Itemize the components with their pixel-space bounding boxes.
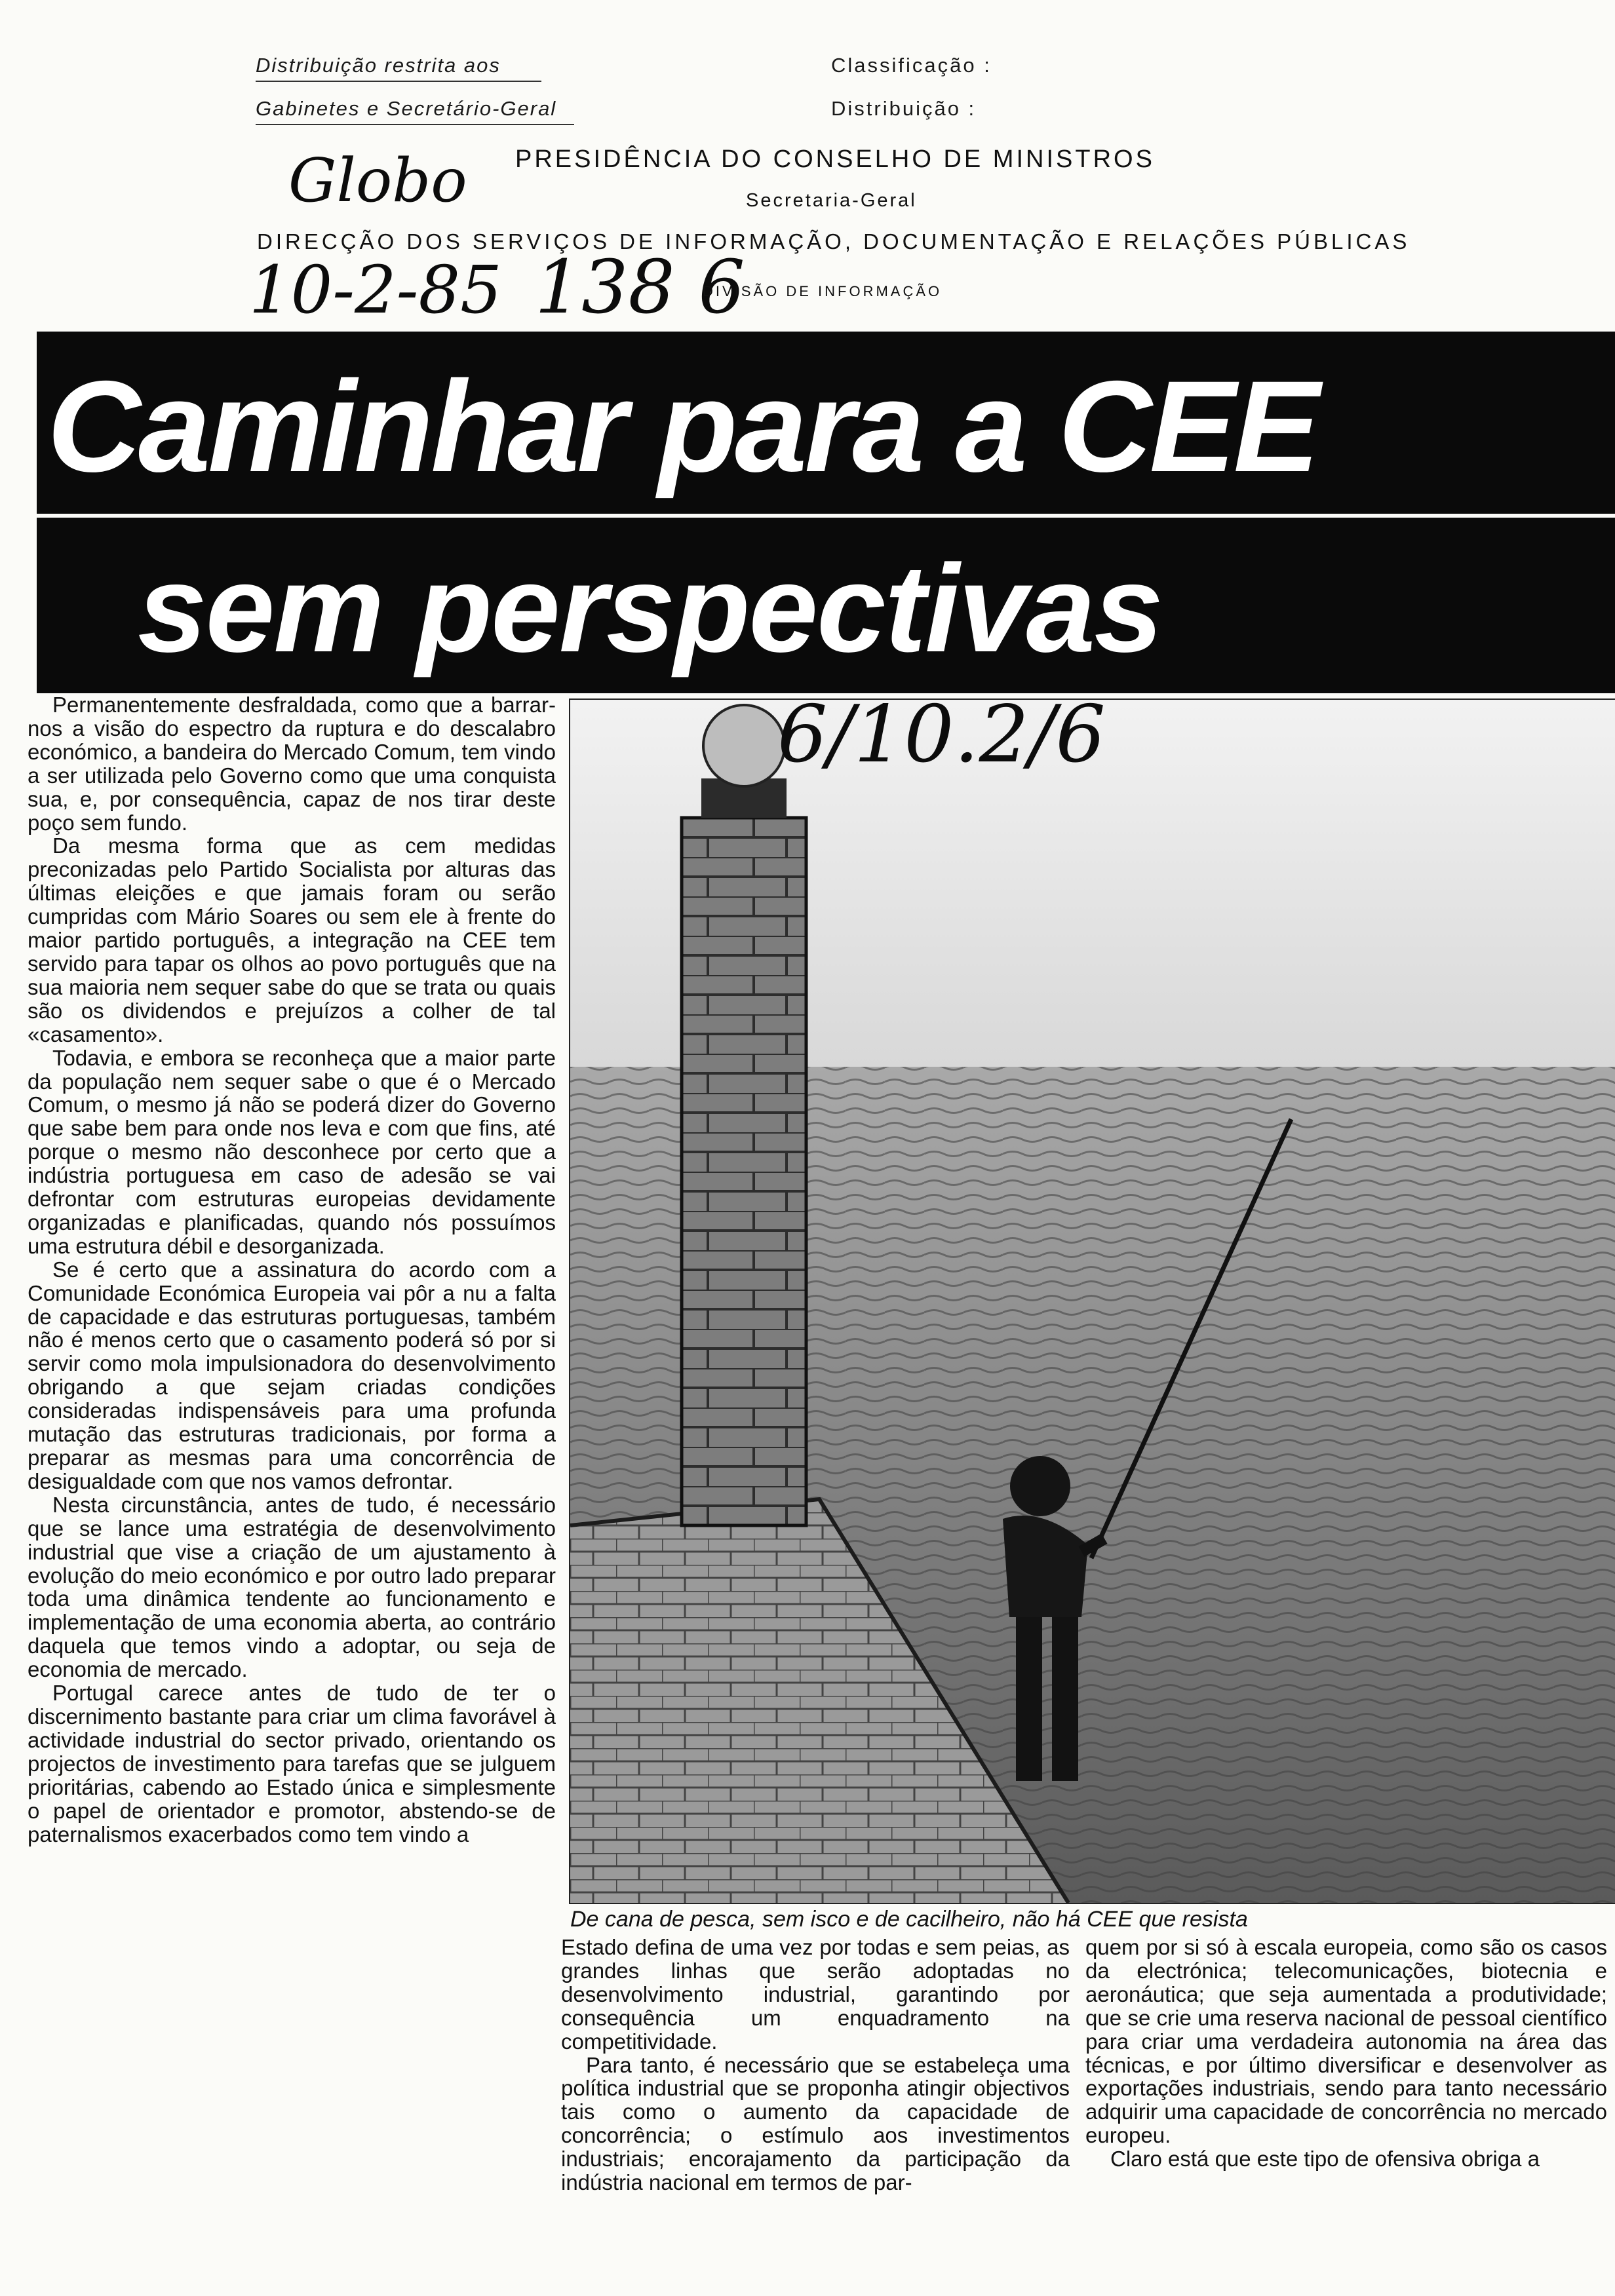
directorate-title: DIRECÇÃO DOS SERVIÇOS DE INFORMAÇÃO, DOCUMENTAÇÃO E RELAÇÕES PÚBLICAS xyxy=(257,229,1411,254)
column1-paragraph: Da mesma forma que as cem medidas preconizadas pelo Partido Socialista por alturas das últimas eleições e que jamais foram ou serão cumpridas com Mário Soares ou sem ele à frente do maior partido português, a integração na CEE tem servido para tapar os olhos ao povo português que na sua maioria nem sequer sabe do que se trata ou quais são os dividendos e prejuízos a colher de tal «casamento». xyxy=(28,833,556,1046)
article-column-3 xyxy=(1085,1936,1607,2237)
headline-line2: sem perspectivas xyxy=(138,539,1162,678)
column3-paragraph: Claro está que este tipo de ofensiva obriga a xyxy=(1110,2147,1540,2172)
column1-paragraph: Permanentemente desfraldada, como que a barrar-nos a visão do espectro da ruptura e do descalabro económico, a bandeira do Mercado Comum, tem vindo a ser utilizada pelo Governo como que uma conquista sua, e, por consequência, capaz de nos tirar deste poço sem fundo. xyxy=(28,693,556,835)
handwritten-reference: 138 6 xyxy=(535,245,745,330)
distribution-restricted-line2: Gabinetes e Secretário-Geral xyxy=(256,97,557,120)
column3-paragraph: quem por si só à escala europeia, como são os casos da electrónica; telecomunicações, biotecnia e aeronáutica; que seja aumentada a produtividade; que se crie uma reserva nacional de pessoal científico para criar uma verdadeira autonomia na área das técnicas, e por último diversificar e desenvolver as exportações industriais, sendo para tanto necessário adquirir uma capacidade de concorrência no mercado europeu. xyxy=(1085,1936,1607,2148)
handwritten-date: 10-2-85 xyxy=(249,252,502,328)
distribution-underline-2 xyxy=(256,124,574,125)
column1-paragraph: Se é certo que a assinatura do acordo com a Comunidade Económica Europeia vai pôr a nu a falta de capacidade e das estruturas portuguesas, também não é menos certo que o casamento poderá só por si servir como mola impulsionadora do desenvolvimento obrigando a que sejam criadas condições consideradas indispensáveis para uma profunda mutação das estruturas tradicionais, por forma a preparar as mesmas para uma concorrência de desigualdade com que nos vamos defrontar. xyxy=(28,1257,556,1493)
column1-paragraph: Todavia, e embora se reconheça que a maior parte da população nem sequer sabe o que é o Mercado Comum, o mesmo já não se poderá dizer do Governo que sabe bem para onde nos leva e com que fins, até porque o mesmo não desconhece por certo que a indústria portuguesa em caso de adesão se vai defrontar com estruturas europeias devidamente organizadas e planificadas, quando nós possuímos uma estrutura débil e desorganizada. xyxy=(28,1045,556,1258)
handwritten-newspaper-name: Globo xyxy=(288,145,467,216)
article-column-1 xyxy=(28,693,556,2234)
article-column-2 xyxy=(561,1936,1070,2237)
distribution-restricted-line1: Distribuição restrita aos xyxy=(256,54,501,77)
presidency-title: PRESIDÊNCIA DO CONSELHO DE MINISTROS xyxy=(515,145,1155,173)
distribution-label: Distribuição : xyxy=(831,97,977,120)
distribution-underline-1 xyxy=(256,81,541,82)
division-title: DIVISÃO DE INFORMAÇÃO xyxy=(703,283,943,299)
column1-paragraph: Nesta circunstância, antes de tudo, é necessário que se lance uma estratégia de desenvolvimento industrial que vise a criação de um ajustamento à evolução do meio económico e por outro lado preparar toda uma dinâmica tendente ao funcionamento e implementação de uma economia aberta, ao contrário daquela que temos vindo a adoptar, ou seja de economia de mercado. xyxy=(28,1492,556,1682)
article-photo xyxy=(569,698,1615,1904)
secretariat-title: Secretaria-Geral xyxy=(746,190,917,211)
column2-paragraph: Estado defina de uma vez por todas e sem peias, as grandes linhas que serão adoptadas no desenvolvimento industrial, garantindo por consequência um enquadramento na competitividade. xyxy=(561,1936,1070,2054)
photo-caption: De cana de pesca, sem isco e de cacilheiro, não há CEE que resista xyxy=(570,1907,1248,1932)
column2-paragraph: Para tanto, é necessário que se estabeleça uma política industrial que se proponha atingir objectivos tais como o aumento da capacidade de concorrência; o estímulo aos investimentos industriais; encorajamento da participação da indústria nacional em termos de par- xyxy=(561,2052,1070,2195)
classification-label: Classificação : xyxy=(831,54,992,77)
headline-line1: Caminhar para a CEE xyxy=(47,354,1317,499)
handwritten-photo-note: 6/10.2/6 xyxy=(777,689,1106,780)
column1-paragraph: Portugal carece antes de tudo de ter o discernimento bastante para criar um clima favorável à actividade industrial do sector privado, orientando os projectos de investimento para tarefas que se julguem prioritárias, cabendo ao Estado única e simplesmente o papel de orientador e promotor, abstendo-se de paternalismos exacerbados como tem vindo a xyxy=(28,1681,556,1846)
